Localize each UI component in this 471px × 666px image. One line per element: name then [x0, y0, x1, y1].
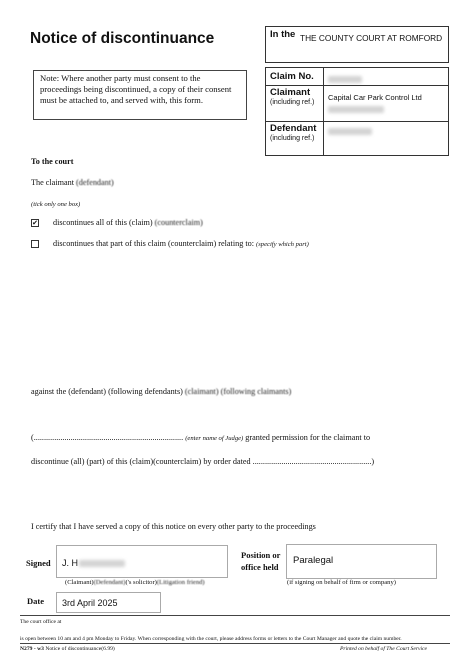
tick-hint: (tick only one box) — [31, 201, 81, 208]
printed-by: Printed on behalf of The Court Service — [340, 646, 428, 652]
judge-hint: (enter name of Judge) — [185, 435, 244, 442]
defendant-row — [266, 121, 448, 158]
claimant-sub-label: (including ref.) — [270, 99, 315, 106]
defendant-value — [328, 126, 372, 135]
against-struck-text: (claimant) (following claimants) — [184, 387, 292, 396]
against-line: against the (defendant) (following defendants) (claimant) (following claimants) — [31, 387, 292, 396]
to-court-heading: To the court — [31, 157, 74, 166]
defendant-label: Defendant (including ref.) — [270, 123, 317, 142]
position-label: Position or office held — [241, 550, 281, 572]
signed-label: Signed — [26, 558, 51, 568]
discontinue-all-label: discontinues all of this (claim) (counterclaim) — [53, 218, 203, 227]
judge-line: (......................................................................... (enter name of Judge) granted permission for the claimant to — [31, 433, 371, 442]
claim-table — [265, 67, 449, 156]
court-office-text: The court office at — [20, 619, 62, 625]
date-value: 3rd April 2025 — [62, 598, 118, 608]
signed-caption: (Claimant)(Defendant)('s solicitor)(Litigation friend) — [65, 579, 205, 586]
footer-rule-bottom — [20, 643, 450, 644]
claimant-line: The claimant (defendant) — [31, 178, 114, 187]
court-label: In the — [270, 29, 296, 40]
form-name: Notice of discontinuance(6.99) — [45, 646, 115, 652]
form-reference — [20, 646, 115, 652]
option1-struck-text: (counterclaim) — [154, 218, 203, 227]
discontinue-part-checkbox[interactable] — [31, 240, 39, 248]
position-field[interactable] — [286, 544, 437, 579]
claim-no-row — [266, 68, 448, 85]
discontinue-part-label: discontinues that part of this claim (counterclaim) relating to: (specify which part) — [53, 239, 309, 248]
claim-no-label: Claim No. — [270, 71, 314, 82]
position-value: Paralegal — [293, 555, 334, 566]
signed-field[interactable] — [56, 545, 228, 578]
consent-note: Note: Where another party must consent to the proceedings being discontinued, a copy of their consent must be attached to, and served with, this form. — [33, 70, 247, 120]
claimant-label: Claimant (including ref.) — [270, 87, 315, 106]
discontinue-all-checkbox[interactable]: ✔ — [32, 219, 38, 227]
claimant-value: Capital Car Park Control Ltd — [328, 93, 422, 102]
court-name: THE COUNTY COURT AT ROMFORD — [300, 33, 443, 43]
claimant-struck-text: (defendant) — [76, 178, 114, 187]
position-caption: (if signing on behalf of firm or company) — [287, 579, 396, 586]
discontinue-order-line: discontinue (all) (part) of this (claim)(counterclaim) by order dated ..........................................................) — [31, 457, 375, 466]
form-code: N279 - w3 — [20, 646, 44, 652]
date-label: Date — [27, 596, 44, 606]
claimant-row — [266, 85, 448, 122]
court-box — [265, 26, 449, 63]
claim-no-value — [328, 74, 362, 83]
option2-hint: (specify which part) — [256, 241, 309, 248]
defendant-sub-label: (including ref.) — [270, 135, 315, 142]
footer-rule-top — [20, 615, 450, 616]
signed-value: J. H — [62, 558, 125, 568]
certify-line: I certify that I have served a copy of this notice on every other party to the proceedings — [31, 522, 316, 531]
date-field[interactable] — [56, 592, 161, 613]
page-title: Notice of discontinuance — [30, 30, 215, 47]
claimant-ref — [328, 104, 384, 113]
office-hours-text: is open between 10 am and 4 pm Monday to Friday. When corresponding with the court, please address forms or letters to the Court Manager and quote the claim number. — [20, 636, 402, 642]
